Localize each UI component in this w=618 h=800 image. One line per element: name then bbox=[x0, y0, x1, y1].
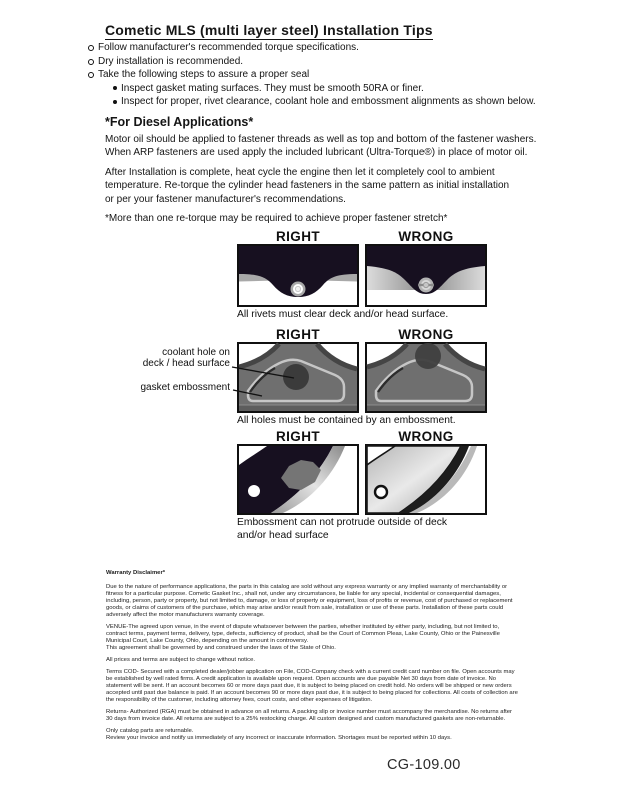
protrusion-wrong-diagram bbox=[365, 444, 487, 515]
bullet-text: Dry installation is recommended. bbox=[98, 55, 244, 67]
diesel-heading: *For Diesel Applications* bbox=[105, 115, 254, 129]
figure-wrong-label: WRONG bbox=[398, 327, 454, 342]
bullet-text: Take the following steps to assure a proper seal bbox=[98, 69, 310, 80]
paragraph-line: After Installation is complete, heat cycle the engine then let it completely cool to ambient bbox=[105, 167, 495, 178]
paragraph-line: or per your fastener manufacturer's recommendations. bbox=[105, 193, 346, 205]
retorque-note: *More than one re-torque may be required to achieve proper fastener stretch* bbox=[105, 213, 448, 224]
page-code: CG-109.00 bbox=[387, 757, 461, 773]
coolant-hole-label-line2: deck / head surface bbox=[142, 358, 230, 369]
protrusion-right-diagram bbox=[237, 444, 359, 515]
paragraph-line: temperature. Re-torque the cylinder head fasteners in the same pattern as initial installation bbox=[105, 180, 510, 192]
figure-right-label: RIGHT bbox=[276, 327, 320, 342]
diesel-paragraph-2 bbox=[105, 166, 509, 206]
fineprint-paragraph: Returns- Authorized (RGA) must be obtained in advance on all returns. A packing slip or invoice number must accompany the merchandise. No returns after 30 days from invoice date. All returns are subject to a 25% restocking charge. All custom designed and custom manufactured gaskets are non-returnable. bbox=[106, 709, 513, 722]
figure-callouts bbox=[100, 347, 230, 393]
bolt-hole-icon bbox=[248, 485, 260, 497]
figure-wrong-label: WRONG bbox=[398, 229, 454, 244]
figure-caption: All holes must be contained by an embossment. bbox=[237, 415, 456, 426]
sub-bullet-item bbox=[113, 82, 536, 96]
filled-bullet-icon bbox=[113, 86, 117, 90]
bullet-text: Inspect for proper, rivet clearance, coolant hole and embossment alignments as shown below. bbox=[121, 96, 536, 107]
coolant-hole-icon bbox=[283, 364, 309, 390]
warranty-disclaimer bbox=[106, 570, 520, 747]
fineprint-paragraph: All prices and terms are subject to change without notice. bbox=[106, 657, 255, 663]
embossment-right-diagram bbox=[237, 342, 359, 413]
bullet-text: Follow manufacturer's recommended torque specifications. bbox=[98, 42, 359, 53]
gasket-embossment-label: gasket embossment bbox=[140, 382, 230, 393]
coolant-hole-icon bbox=[415, 343, 441, 369]
figure-rivet-clearance bbox=[237, 230, 487, 322]
bolt-hole-icon bbox=[375, 486, 387, 498]
open-bullet-icon bbox=[88, 72, 94, 78]
warranty-heading: Warranty Disclaimer* bbox=[106, 570, 166, 576]
figure-right-label: RIGHT bbox=[276, 429, 320, 444]
fineprint-paragraph: Terms COD- Secured with a completed dealer/jobber application on File, COD-Company check with a current credit card number on file. Open accounts may be established by well rated firms. A credit application is available upon request. Open accounts are due payable Net 30 days from date of invoice. No statement will be sent. If an account becomes 60 or more days past due, it is subject to being placed on credit hold. No orders will be shipped or new orders accepted until past due balance is paid. If an account becomes 90 or more days past due, it is subject to being placed for collections. All costs of collection are the responsibility of the customer, including attorney fees, court costs, and other expenses of litigation. bbox=[106, 669, 518, 703]
open-bullet-icon bbox=[88, 59, 94, 65]
open-bullet-icon bbox=[88, 45, 94, 51]
figure-caption: Embossment can not protrude outside of deck bbox=[237, 517, 448, 528]
bullet-item bbox=[88, 55, 536, 69]
embossment-wrong-diagram bbox=[365, 342, 487, 413]
rivet-right-diagram bbox=[237, 244, 359, 307]
fineprint-paragraph: Due to the nature of performance applications, the parts in this catalog are sold without any express warranty or any implied warranty of merchantability or fitness for a particular purpose. Cometic Gasket Inc., shall not, under any circumstances, be liable for any special, incidental or consequential damages, including, person, party or property, but not limited to, damage, or loss of property or equipment, loss of profits or revenue, cost of purchased or replacement goods, or claims of customers of the purchase, which may arise and/or result from sale, installation or use of these parts. Installation of these parts could adversely affect the motor manufacturers warranty coverage. bbox=[106, 584, 513, 618]
figure-right-label: RIGHT bbox=[276, 229, 320, 244]
figure-hole-embossment bbox=[237, 328, 487, 428]
sub-bullet-item bbox=[113, 95, 536, 109]
bullet-item bbox=[88, 41, 536, 55]
rivet-wrong-diagram bbox=[365, 244, 487, 307]
paragraph-line: When ARP fasteners are used apply the included lubricant (Ultra-Torque®) in place of motor oil. bbox=[105, 147, 528, 159]
page-title: Cometic MLS (multi layer steel) Installation Tips bbox=[105, 22, 433, 38]
figure-caption-line2: and/or head surface bbox=[237, 529, 329, 541]
bullet-text: Inspect gasket mating surfaces. They must be smooth 50RA or finer. bbox=[121, 82, 424, 94]
fineprint-paragraph: Only catalog parts are returnable. Review your invoice and notify us immediately of any incorrect or inaccurate information. Shortages must be reported within 10 days. bbox=[106, 728, 452, 741]
bullet-item bbox=[88, 68, 536, 82]
figure-wrong-label: WRONG bbox=[398, 429, 454, 444]
figure-embossment-protrusion bbox=[237, 430, 487, 542]
filled-bullet-icon bbox=[113, 100, 117, 104]
figure-caption: All rivets must clear deck and/or head surface. bbox=[237, 309, 449, 320]
paragraph-line: Motor oil should be applied to fastener threads as well as top and bottom of the fastener washers. bbox=[105, 134, 537, 145]
installation-tips-list bbox=[88, 41, 536, 109]
fineprint-paragraph: VENUE-The agreed upon venue, in the event of dispute whatsoever between the parties, whether instituted by either party, including, but not limited to, contract terms, payment terms, delivery, type, defects, sufficiency of product, shall be the Court of Common Pleas, Lake County, Ohio or the Painesville Municipal Court, Lake County, Ohio, depending on the amount in controversy. This agreement shall be governed by and construed under the laws of the State of Ohio. bbox=[106, 624, 500, 651]
coolant-hole-label: coolant hole on bbox=[162, 347, 230, 358]
diesel-paragraph-1 bbox=[105, 133, 536, 160]
